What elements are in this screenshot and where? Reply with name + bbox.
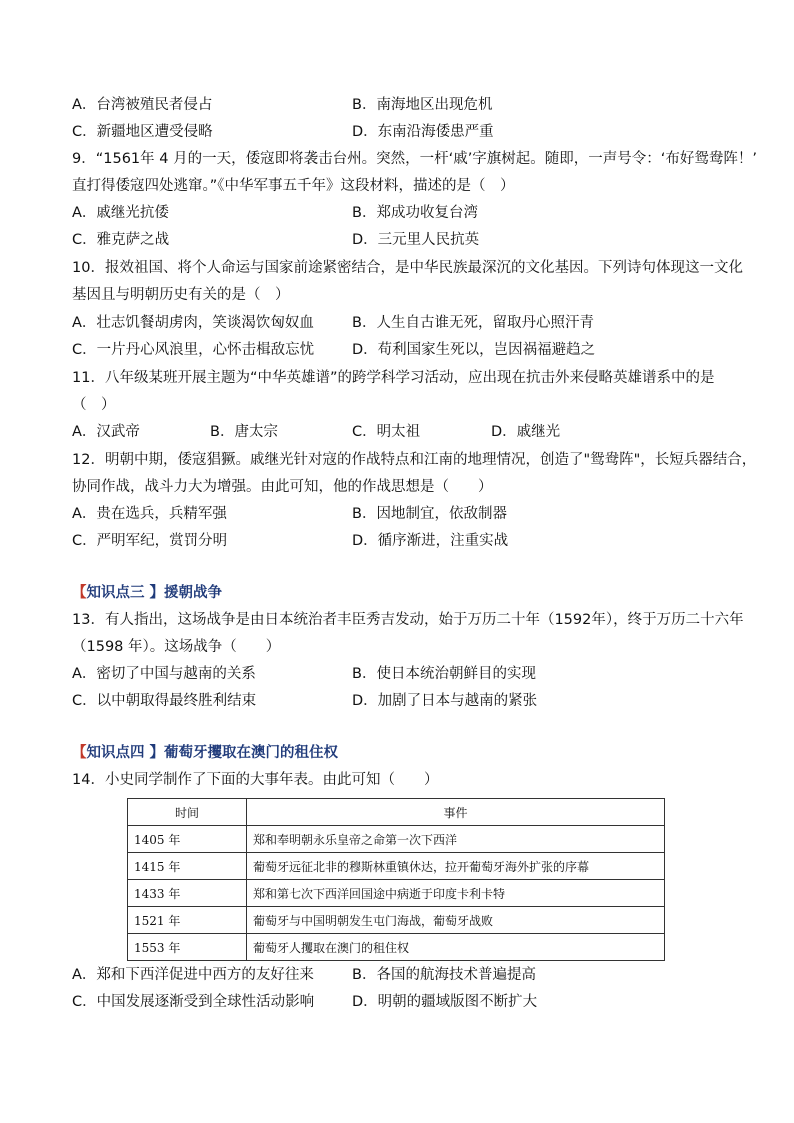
q14-option-d[interactable]: D．明朝的疆域版图不断扩大	[352, 994, 538, 1010]
q10-option-d[interactable]: D．苟利国家生死以，岂因祸福避趋之	[352, 342, 596, 358]
question-9-stem-cont: 直打得倭寇四处逃窜。”《中华军事五千年》这段材料，描述的是（ ）	[72, 178, 515, 194]
option-row	[72, 95, 732, 115]
events-table	[127, 798, 665, 961]
table-row	[128, 907, 665, 934]
cell-event: 葡萄牙与中国明朝发生屯门海战，葡萄牙战败	[247, 907, 665, 934]
option-row	[72, 691, 732, 711]
option-b[interactable]: B．南海地区出现危机	[352, 97, 493, 113]
question-10-stem-cont: 基因且与明朝历史有关的是（ ）	[72, 287, 290, 303]
option-c[interactable]: C．新疆地区遭受侵略	[72, 124, 213, 140]
section-heading-3	[72, 583, 222, 603]
column-header-time: 时间	[128, 799, 247, 826]
cell-time: 1415 年	[128, 853, 247, 880]
option-row	[72, 122, 732, 142]
option-row	[72, 664, 732, 684]
question-13-stem: 13．有人指出，这场战争是由日本统治者丰臣秀吉发动，始于万历二十年（1592年），终于万历二十六年	[72, 612, 744, 628]
question-12-stem-cont: 协同作战，战斗力大为增强。由此可知，他的作战思想是（ ）	[72, 479, 493, 495]
q10-option-a[interactable]: A．壮志饥餐胡虏肉，笑谈渴饮匈奴血	[72, 315, 314, 331]
option-row	[72, 965, 732, 985]
section-heading-4	[72, 743, 338, 763]
option-row	[72, 230, 732, 250]
option-row	[72, 531, 732, 551]
q9-option-c[interactable]: C．雅克萨之战	[72, 232, 170, 248]
cell-time: 1433 年	[128, 880, 247, 907]
option-row	[72, 313, 732, 333]
question-12-stem: 12．明朝中期，倭寇猖獗。戚继光针对寇的作战特点和江南的地理情况，创造了"鸳鸯阵"，长短兵器结合，	[72, 452, 757, 468]
q12-option-a[interactable]: A．贵在选兵，兵精军强	[72, 506, 227, 522]
q13-option-a[interactable]: A．密切了中国与越南的关系	[72, 666, 256, 682]
q11-option-c[interactable]: C．明太祖	[352, 424, 421, 440]
option-row	[72, 340, 732, 360]
q13-option-b[interactable]: B．使日本统治朝鲜目的实现	[352, 666, 536, 682]
section-bracket: 【	[72, 585, 87, 601]
question-14-stem: 14．小史同学制作了下面的大事年表。由此可知（ ）	[72, 772, 439, 788]
q14-option-a[interactable]: A．郑和下西洋促进中西方的友好往来	[72, 967, 314, 983]
q14-option-b[interactable]: B．各国的航海技术普遍提高	[352, 967, 536, 983]
question-9-stem: 9．“1561年 4 月的一天，倭寇即将袭击台州。突然，一杆‘戚’字旗树起。随即，一声号令：‘布好鸳鸯阵！’	[72, 151, 758, 167]
question-10-stem: 10．报效祖国、将个人命运与国家前途紧密结合，是中华民族最深沉的文化基因。下列诗句体现这一文化	[72, 260, 743, 276]
q9-option-b[interactable]: B．郑成功收复台湾	[352, 205, 478, 221]
column-header-event: 事件	[247, 799, 665, 826]
option-a[interactable]: A．台湾被殖民者侵占	[72, 97, 213, 113]
q13-option-d[interactable]: D．加剧了日本与越南的紧张	[352, 693, 538, 709]
table-row	[128, 934, 665, 961]
option-row	[72, 504, 732, 524]
section-title: 知识点四 】葡萄牙攫取在澳门的租住权	[86, 745, 339, 761]
cell-event: 葡萄牙远征北非的穆斯林重镇休达，拉开葡萄牙海外扩张的序幕	[247, 853, 665, 880]
q11-option-a[interactable]: A．汉武帝	[72, 424, 140, 440]
question-11-stem: 11．八年级某班开展主题为“中华英雄谱”的跨学科学习活动，应出现在抗击外来侵略英雄谱系中的是	[72, 370, 715, 386]
table-row	[128, 853, 665, 880]
cell-event: 郑和奉明朝永乐皇帝之命第一次下西洋	[247, 826, 665, 853]
option-row	[72, 992, 732, 1012]
q9-option-d[interactable]: D．三元里人民抗英	[352, 232, 480, 248]
option-row	[72, 203, 732, 223]
section-bracket: 【	[72, 745, 87, 761]
cell-event: 郑和第七次下西洋回国途中病逝于印度卡利卡特	[247, 880, 665, 907]
table-row	[128, 880, 665, 907]
q12-option-b[interactable]: B．因地制宜，依敌制器	[352, 506, 507, 522]
table-header-row	[128, 799, 665, 826]
question-11-stem-cont: （ ）	[72, 397, 116, 413]
cell-time: 1405 年	[128, 826, 247, 853]
q9-option-a[interactable]: A．戚继光抗倭	[72, 205, 169, 221]
cell-time: 1521 年	[128, 907, 247, 934]
q12-option-d[interactable]: D．循序渐进，注重实战	[352, 533, 509, 549]
option-d[interactable]: D．东南沿海倭患严重	[352, 124, 494, 140]
table-row	[128, 826, 665, 853]
q10-option-c[interactable]: C．一片丹心风浪里，心怀击楫敌忘忧	[72, 342, 315, 358]
q13-option-c[interactable]: C．以中朝取得最终胜利结束	[72, 693, 257, 709]
cell-event: 葡萄牙人攫取在澳门的租住权	[247, 934, 665, 961]
q12-option-c[interactable]: C．严明军纪，赏罚分明	[72, 533, 228, 549]
q14-option-c[interactable]: C．中国发展逐渐受到全球性活动影响	[72, 994, 315, 1010]
option-row	[72, 422, 732, 442]
q11-option-b[interactable]: B．唐太宗	[210, 424, 278, 440]
cell-time: 1553 年	[128, 934, 247, 961]
section-title: 知识点三 】援朝战争	[86, 585, 223, 601]
question-13-stem-cont: （1598 年）。这场战争（ ）	[72, 639, 281, 655]
q10-option-b[interactable]: B．人生自古谁无死，留取丹心照汗青	[352, 315, 594, 331]
q11-option-d[interactable]: D．戚继光	[491, 424, 561, 440]
